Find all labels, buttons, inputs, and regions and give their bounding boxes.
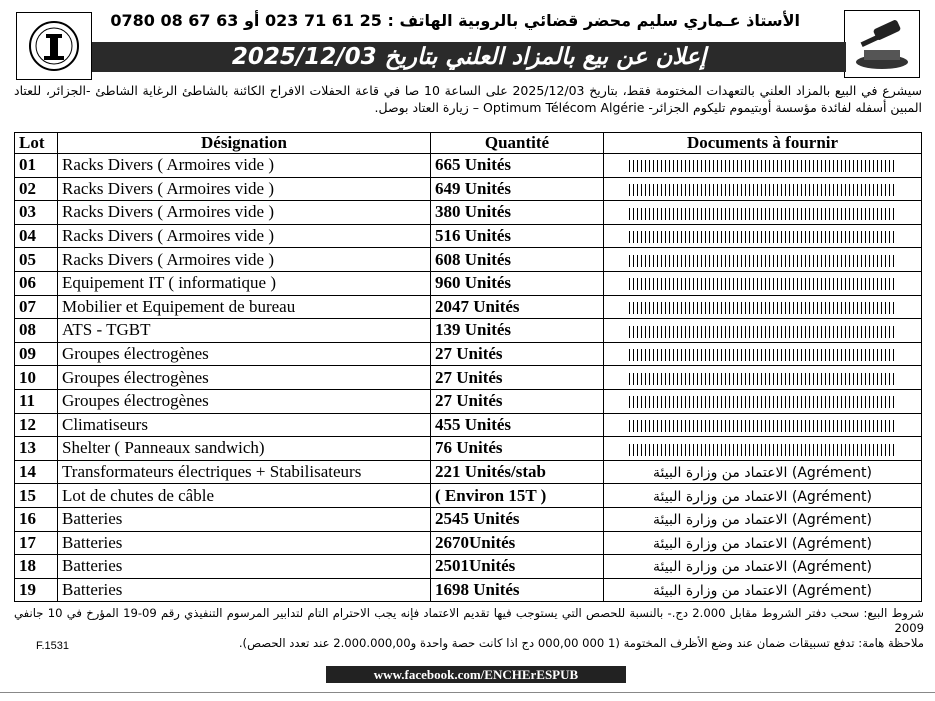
cell-lot: 14 [15, 460, 58, 484]
footer-text [14, 606, 924, 651]
cell-documents [604, 366, 922, 390]
cell-designation: Batteries [58, 507, 431, 531]
cell-documents [604, 177, 922, 201]
hatch-placeholder [629, 326, 897, 338]
announcement-page [8, 6, 926, 688]
cell-documents [604, 555, 922, 579]
table-row [15, 154, 922, 178]
cell-lot: 06 [15, 271, 58, 295]
reference-code: F.1531 [36, 640, 70, 652]
table-row [15, 531, 922, 555]
cell-designation: Racks Divers ( Armoires vide ) [58, 201, 431, 225]
table-row [15, 366, 922, 390]
cell-quantite: 2047 Unités [431, 295, 604, 319]
cell-lot: 05 [15, 248, 58, 272]
cell-designation: Racks Divers ( Armoires vide ) [58, 224, 431, 248]
cell-quantite: 516 Unités [431, 224, 604, 248]
hatch-placeholder [629, 160, 897, 172]
cell-documents [604, 578, 922, 602]
cell-lot: 08 [15, 319, 58, 343]
table-row [15, 437, 922, 461]
cell-documents [604, 484, 922, 508]
logo-right [844, 10, 920, 78]
documents-text: الاعتماد من وزارة البيئة (Agrément) [653, 559, 872, 576]
cell-designation: Batteries [58, 578, 431, 602]
hatch-placeholder [629, 184, 897, 196]
hatch-placeholder [629, 302, 897, 314]
table-row [15, 319, 922, 343]
table-row [15, 248, 922, 272]
table-row [15, 224, 922, 248]
banner-title: إعلان عن بيع بالمزاد العلني بتاريخ 2025/12/03 [92, 42, 846, 72]
hatch-placeholder [629, 255, 897, 267]
cell-designation: Shelter ( Panneaux sandwich) [58, 437, 431, 461]
cell-quantite: 2501Unités [431, 555, 604, 579]
cell-designation: Racks Divers ( Armoires vide ) [58, 177, 431, 201]
cell-documents [604, 248, 922, 272]
cell-quantite: 665 Unités [431, 154, 604, 178]
cell-documents [604, 531, 922, 555]
cell-quantite: ( Environ 15T ) [431, 484, 604, 508]
cell-lot: 17 [15, 531, 58, 555]
cell-documents [604, 342, 922, 366]
documents-text: الاعتماد من وزارة البيئة (Agrément) [653, 582, 872, 599]
hatch-placeholder [629, 278, 897, 290]
table-row [15, 342, 922, 366]
cell-lot: 03 [15, 201, 58, 225]
header-lot: Lot [15, 133, 58, 154]
hatch-placeholder [629, 444, 897, 456]
cell-documents [604, 460, 922, 484]
cell-designation: Groupes électrogènes [58, 389, 431, 413]
important-note: ملاحظة هامة: تدفع تسبيقات ضمان عند وضع الأظرف المختومة (1 000 000,00 دج اذا كانت حصة واحدة و2.000.000,00 عند تعدد الحصص). [238, 636, 924, 650]
hatch-placeholder [629, 208, 897, 220]
cell-designation: Equipement IT ( informatique ) [58, 271, 431, 295]
cell-quantite: 139 Unités [431, 319, 604, 343]
table-row [15, 460, 922, 484]
table-header-row [15, 133, 922, 154]
table-row [15, 389, 922, 413]
table-row [15, 295, 922, 319]
table-row [15, 271, 922, 295]
cell-quantite: 960 Unités [431, 271, 604, 295]
cell-quantite: 221 Unités/stab [431, 460, 604, 484]
cell-quantite: 27 Unités [431, 366, 604, 390]
cell-designation: Batteries [58, 555, 431, 579]
cell-quantite: 27 Unités [431, 389, 604, 413]
cell-designation: Climatiseurs [58, 413, 431, 437]
cell-lot: 04 [15, 224, 58, 248]
lots-table-body [15, 154, 922, 602]
header-documents: Documents à fournir [604, 133, 922, 154]
documents-text: الاعتماد من وزارة البيئة (Agrément) [653, 512, 872, 529]
cell-lot: 19 [15, 578, 58, 602]
cell-documents [604, 154, 922, 178]
cell-designation: Mobilier et Equipement de bureau [58, 295, 431, 319]
cell-documents [604, 319, 922, 343]
cell-lot: 16 [15, 507, 58, 531]
sale-conditions: شروط البيع: سحب دفتر الشروط مقابل 2.000 دج.- بالنسبة للحصص التي يستوجب فيها تقديم الاعتماد فإنه يجب الاحترام التام لتدابير المرسوم التنفيذي رقم 09-19 المؤرخ في 10 جانفي 2009 [14, 606, 925, 635]
cell-lot: 12 [15, 413, 58, 437]
cell-quantite: 27 Unités [431, 342, 604, 366]
hatch-placeholder [629, 373, 897, 385]
documents-text: الاعتماد من وزارة البيئة (Agrément) [653, 465, 872, 482]
cell-quantite: 2670Unités [431, 531, 604, 555]
cell-designation: Groupes électrogènes [58, 366, 431, 390]
cell-documents [604, 413, 922, 437]
emblem-icon [24, 18, 84, 74]
cell-designation: ATS - TGBT [58, 319, 431, 343]
logo-left [16, 12, 92, 80]
cell-documents [604, 389, 922, 413]
contact-line: الأستاذ عـماري سليم محضر قضائي بالروبية الهاتف : 25 61 71 023 أو 63 67 08 0780 [110, 11, 800, 30]
cell-documents [604, 271, 922, 295]
hatch-placeholder [629, 231, 897, 243]
cell-quantite: 455 Unités [431, 413, 604, 437]
cell-lot: 15 [15, 484, 58, 508]
cell-designation: Batteries [58, 531, 431, 555]
cell-designation: Lot de chutes de câble [58, 484, 431, 508]
gavel-icon [850, 16, 914, 72]
cell-quantite: 2545 Unités [431, 507, 604, 531]
cell-lot: 18 [15, 555, 58, 579]
website-link[interactable]: www.facebook.com/ENCHErESPUB [326, 666, 626, 683]
documents-text: الاعتماد من وزارة البيئة (Agrément) [653, 535, 872, 552]
hatch-placeholder [629, 396, 897, 408]
cell-documents [604, 437, 922, 461]
cell-quantite: 76 Unités [431, 437, 604, 461]
cell-documents [604, 295, 922, 319]
hatch-placeholder [629, 420, 897, 432]
hatch-placeholder [629, 349, 897, 361]
cell-lot: 11 [15, 389, 58, 413]
bottom-divider [0, 692, 935, 693]
cell-lot: 13 [15, 437, 58, 461]
cell-lot: 09 [15, 342, 58, 366]
table-row [15, 177, 922, 201]
header-quantite: Quantité [431, 133, 604, 154]
documents-text: الاعتماد من وزارة البيئة (Agrément) [653, 488, 872, 505]
cell-designation: Racks Divers ( Armoires vide ) [58, 154, 431, 178]
cell-quantite: 608 Unités [431, 248, 604, 272]
table-row [15, 484, 922, 508]
cell-designation: Racks Divers ( Armoires vide ) [58, 248, 431, 272]
cell-quantite: 1698 Unités [431, 578, 604, 602]
cell-lot: 01 [15, 154, 58, 178]
cell-documents [604, 201, 922, 225]
cell-designation: Transformateurs électriques + Stabilisateurs [58, 460, 431, 484]
table-row [15, 201, 922, 225]
lots-table [14, 132, 922, 602]
cell-documents [604, 224, 922, 248]
cell-lot: 07 [15, 295, 58, 319]
table-row [15, 555, 922, 579]
intro-paragraph: سيشرع في البيع بالمزاد العلني بالتعهدات المختومة فقط، بتاريخ 2025/12/03 على الساعة 10 صا في قاعة الحفلات الافراح الكائنة بالشاطئ الرغاية الشاطئ -الجزائر، للعتاد المبين أسفله لفائدة مؤسسة أوبتيموم تليكوم الجزائر- Optimum Télécom Algérie – زيارة العتاد بوصل. [14, 83, 922, 115]
table-row [15, 578, 922, 602]
cell-lot: 10 [15, 366, 58, 390]
cell-documents [604, 507, 922, 531]
cell-lot: 02 [15, 177, 58, 201]
header-designation: Désignation [58, 133, 431, 154]
cell-quantite: 380 Unités [431, 201, 604, 225]
table-row [15, 413, 922, 437]
table-row [15, 507, 922, 531]
cell-quantite: 649 Unités [431, 177, 604, 201]
cell-designation: Groupes électrogènes [58, 342, 431, 366]
